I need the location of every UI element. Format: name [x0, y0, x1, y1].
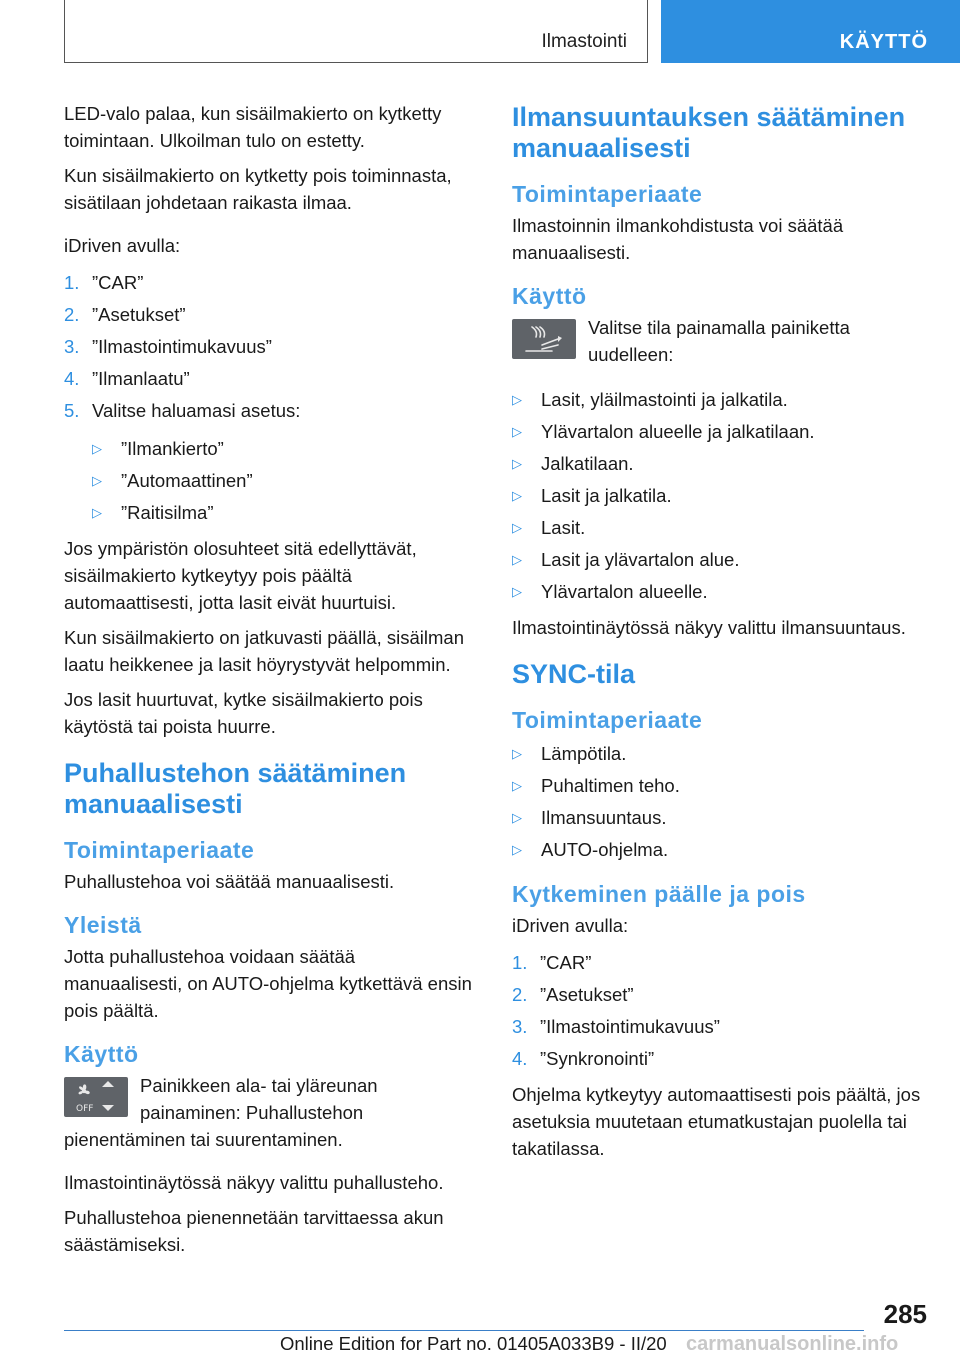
step-text: ”Ilmanlaatu” [92, 368, 190, 389]
paragraph: iDriven avulla: [512, 915, 629, 936]
list-item [512, 1011, 932, 1043]
bullet-text: Jalkatilaan. [541, 453, 634, 474]
triangle-bullet-icon: ▷ [512, 810, 522, 825]
paragraph: Jos ympäristön olosuhteet sitä edellyttävät, sisäilmakierto kytkeytyy pois päältä automaattisesti, jotta lasit eivät huurtuisi. [64, 538, 417, 613]
paragraph: Jos lasit huurtuvat, kytke sisäilmakierto pois käytöstä tai poista huurre. [64, 689, 423, 737]
triangle-bullet-icon: ▷ [512, 746, 522, 761]
step-text: ”CAR” [92, 272, 144, 293]
list-item [512, 947, 932, 979]
subsection-heading: Toimintaperiaate [512, 181, 703, 207]
section-heading: Puhallustehon säätäminen manuaalisesti [64, 758, 407, 819]
paragraph: Ilmastointinäytössä näkyy valittu puhallusteho. [64, 1172, 444, 1193]
list-item [512, 544, 932, 576]
list-item [512, 512, 932, 544]
bullet-text: Lasit, yläilmastointi ja jalkatila. [541, 389, 788, 410]
bullet-text: Lasit ja jalkatila. [541, 485, 672, 506]
triangle-bullet-icon: ▷ [512, 392, 522, 407]
triangle-bullet-icon: ▷ [92, 473, 102, 488]
paragraph: Ilmastointinäytössä näkyy valittu ilmansuuntaus. [512, 617, 906, 638]
air-distribution-button-icon [512, 319, 576, 359]
triangle-bullet-icon: ▷ [512, 520, 522, 535]
list-item [512, 448, 932, 480]
fan-speed-button-icon [64, 1077, 128, 1117]
triangle-bullet-icon: ▷ [512, 456, 522, 471]
triangle-bullet-icon: ▷ [92, 441, 102, 456]
list-item [512, 834, 932, 866]
list-item [92, 433, 476, 465]
header-section-title: Ilmastointi [541, 31, 627, 52]
subsection-heading: Toimintaperiaate [512, 707, 703, 733]
list-item [92, 465, 476, 497]
fan-off-label: OFF [76, 1104, 94, 1114]
right-column [512, 100, 932, 1170]
air-direction-icon [512, 319, 576, 359]
triangle-bullet-icon: ▷ [512, 842, 522, 857]
list-item [512, 1043, 932, 1075]
paragraph: Ilmastoinnin ilmankohdistusta voi säätää manuaalisesti. [512, 215, 844, 263]
triangle-bullet-icon: ▷ [512, 488, 522, 503]
bullet-text: Lämpötila. [541, 743, 627, 764]
list-item [512, 576, 932, 608]
paragraph: Painikkeen ala- tai yläreunan painaminen: Puhallustehon pienentäminen tai suurentaminen. [64, 1075, 378, 1150]
step-number: 3. [64, 336, 80, 357]
list-item [64, 331, 476, 363]
step-text: ”CAR” [540, 952, 592, 973]
bullet-text: AUTO-ohjelma. [541, 839, 669, 860]
section-heading: SYNC-tila [512, 659, 636, 689]
subsection-heading: Käyttö [512, 283, 587, 309]
bullet-list [512, 738, 932, 866]
step-text: ”Asetukset” [540, 984, 634, 1005]
air-distribution-block [512, 314, 932, 376]
paragraph: Puhallustehoa voi säätää manuaalisesti. [64, 871, 395, 892]
paragraph: iDriven avulla: [64, 235, 181, 256]
step-number: 4. [512, 1048, 528, 1069]
watermark-text: carmanualsonline.info [686, 1333, 899, 1355]
page-number: 285 [883, 1299, 927, 1329]
step-text: ”Synkronointi” [540, 1048, 655, 1069]
bullet-list [512, 384, 932, 608]
list-item [512, 802, 932, 834]
paragraph: Puhallustehoa pienennetään tarvittaessa akun säästämiseksi. [64, 1207, 444, 1255]
subsection-heading: Kytkeminen päälle ja pois [512, 881, 806, 907]
list-item [512, 416, 932, 448]
triangle-bullet-icon: ▷ [512, 778, 522, 793]
subsection-heading: Yleistä [64, 912, 142, 938]
step-text: ”Ilmastointimukavuus” [92, 336, 272, 357]
fan-icon [64, 1077, 128, 1117]
section-heading: Ilmansuuntauksen säätäminen manuaalisesti [512, 102, 906, 163]
step-number: 3. [512, 1016, 528, 1037]
step-list [512, 947, 932, 1075]
step-number: 2. [512, 984, 528, 1005]
paragraph: Kun sisäilmakierto on jatkuvasti päällä, sisäilman laatu heikkenee ja lasit höyrystyvät helpommin. [64, 627, 464, 675]
list-item [92, 497, 476, 529]
step-text: ”Asetukset” [92, 304, 186, 325]
list-item [64, 299, 476, 331]
bullet-text: Ylävartalon alueelle. [541, 581, 708, 602]
bullet-text: Lasit. [541, 517, 586, 538]
step-number: 4. [64, 368, 80, 389]
paragraph: Ohjelma kytkeytyy automaattisesti pois päältä, jos asetuksia muutetaan etumatkustajan puolella tai takatilassa. [512, 1084, 921, 1159]
step-list [64, 267, 476, 427]
list-item [512, 979, 932, 1011]
paragraph: Valitse tila painamalla painiketta uudelleen: [588, 317, 850, 365]
left-column [64, 100, 476, 1266]
step-text: ”Ilmastointimukavuus” [540, 1016, 720, 1037]
step-number: 5. [64, 400, 80, 421]
subsection-heading: Toimintaperiaate [64, 837, 255, 863]
sub-bullet-list [92, 433, 476, 529]
bullet-text: ”Ilmankierto” [121, 438, 224, 459]
list-item [512, 384, 932, 416]
list-item [512, 480, 932, 512]
bullet-text: Lasit ja ylävartalon alue. [541, 549, 740, 570]
triangle-bullet-icon: ▷ [512, 424, 522, 439]
footer-edition-text: Online Edition for Part no. 01405A033B9 - II/20 [280, 1333, 667, 1354]
list-item [64, 267, 476, 299]
bullet-text: ”Raitisilma” [121, 502, 214, 523]
bullet-text: ”Automaattinen” [121, 470, 253, 491]
paragraph: LED-valo palaa, kun sisäilmakierto on kytketty toimintaan. Ulkoilman tulo on estetty. [64, 103, 442, 151]
fan-control-block [64, 1072, 476, 1161]
header-chapter-label: KÄYTTÖ [839, 31, 928, 53]
step-number: 1. [512, 952, 528, 973]
bullet-text: Ylävartalon alueelle ja jalkatilaan. [541, 421, 815, 442]
bullet-text: Puhaltimen teho. [541, 775, 680, 796]
paragraph: Jotta puhallustehoa voidaan säätää manuaalisesti, on AUTO-ohjelma kytkettävä ensin pois päältä. [64, 946, 472, 1021]
footer-divider [64, 1330, 864, 1331]
paragraph: Kun sisäilmakierto on kytketty pois toiminnasta, sisätilaan johdetaan raikasta ilmaa. [64, 165, 452, 213]
header-section-box [64, 0, 648, 63]
header-chapter-tab [661, 0, 960, 63]
subsection-heading: Käyttö [64, 1041, 139, 1067]
list-item [64, 395, 476, 427]
triangle-bullet-icon: ▷ [512, 584, 522, 599]
step-number: 1. [64, 272, 80, 293]
list-item [512, 770, 932, 802]
step-number: 2. [64, 304, 80, 325]
triangle-bullet-icon: ▷ [512, 552, 522, 567]
list-item [64, 363, 476, 395]
list-item [512, 738, 932, 770]
step-text: Valitse haluamasi asetus: [92, 400, 301, 421]
triangle-bullet-icon: ▷ [92, 505, 102, 520]
bullet-text: Ilmansuuntaus. [541, 807, 667, 828]
